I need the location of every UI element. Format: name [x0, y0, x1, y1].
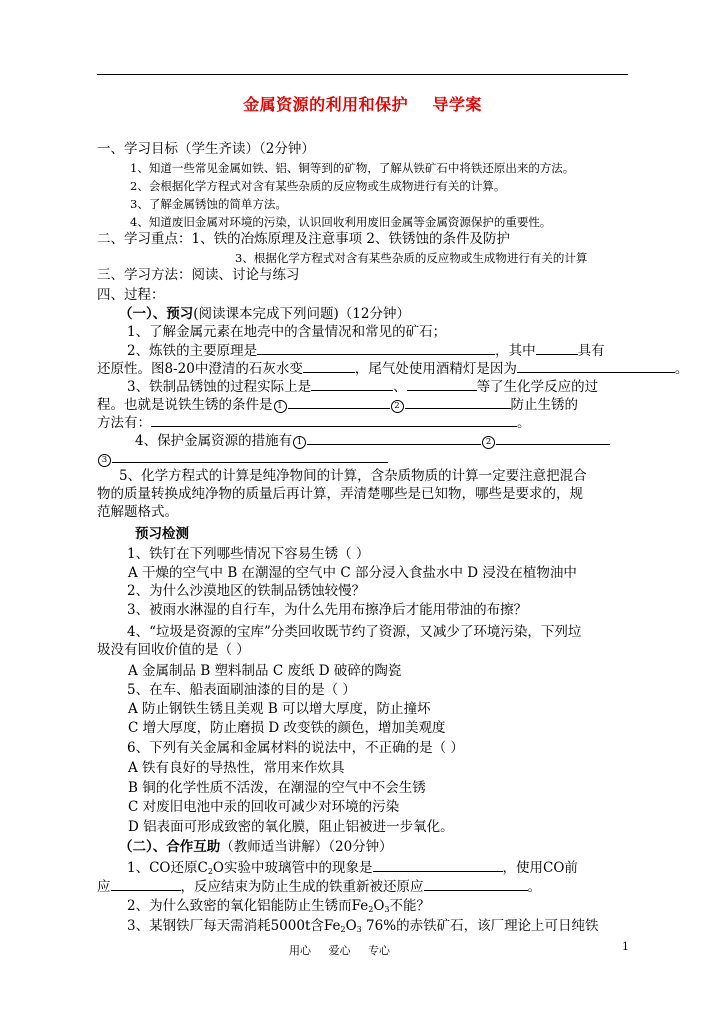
check-q2: 2、为什么沙漠地区的铁制品锈蚀较慢？: [127, 583, 366, 599]
coop-q2: [127, 897, 430, 919]
check-q5-options-ab: A 防止钢铁生锈且美观 B 可以增大厚度，防止撞坏: [128, 701, 431, 717]
check-q3: 3、被雨水淋湿的自行车，为什么先用布擦净后才能用带油的布擦？: [127, 602, 528, 618]
subscript: 2: [340, 925, 346, 934]
blank-field[interactable]: [517, 359, 675, 373]
check-q5-options-cd: C 增大厚度，防止磨损 D 改变铁的颜色，增加美观度: [128, 720, 446, 736]
coop-heading-rest: （教师适当讲解）（20分钟）: [220, 839, 393, 855]
check-q6-option-d: D 铝表面可形成致密的氧化膜，阻止铝被进一步氧化。: [128, 819, 454, 835]
blank-field[interactable]: [373, 858, 503, 872]
preview-q2-text: 。: [674, 361, 689, 377]
coop-q1-text: O实验中玻璃管中的现象是: [212, 860, 373, 876]
preview-q3-text: 程。也就是说铁生锈的条件是: [97, 397, 273, 413]
coop-q3-text: 3、某钢铁厂每天需消耗5000t含Fe: [127, 918, 341, 934]
blank-field[interactable]: [496, 431, 610, 445]
coop-q2-text: O: [373, 898, 385, 914]
blank-field[interactable]: [405, 395, 511, 409]
preview-q4-line1: [135, 431, 610, 450]
preview-q4-line2: [97, 449, 388, 468]
coop-q1-text: 1、CO还原C: [127, 860, 208, 876]
blank-field[interactable]: [303, 359, 355, 373]
check-q4-line2: 圾没有回收价值的是（ ）: [97, 642, 250, 658]
subscript: 2: [207, 867, 213, 876]
section-2-heading: 二、学习重点：1、铁的冶炼原理及注意事项 2、铁锈蚀的条件及防护: [97, 231, 510, 247]
blank-field[interactable]: [112, 449, 388, 463]
circled-number: 3: [98, 454, 111, 467]
coop-heading: [119, 838, 393, 856]
check-heading: 预习检测: [135, 526, 189, 542]
preview-q3-line2: [97, 395, 578, 414]
check-q4-line1: 4、“垃圾是资源的宝库”分类回收既节约了资源，又减少了环境污染，下列垃: [127, 624, 582, 640]
blank-field[interactable]: [311, 377, 393, 391]
blank-field[interactable]: [111, 877, 181, 891]
preview-q4-text: 4、保护金属资源的措施有: [135, 433, 293, 449]
preview-q2-text: 还原性。图8-20中澄清的石灰水变: [97, 361, 303, 377]
blank-field[interactable]: [424, 877, 528, 891]
coop-q1-line2: [97, 877, 541, 896]
top-rule: [97, 74, 628, 75]
subscript: 3: [384, 905, 390, 914]
check-q1: 1、铁钉在下列哪些情况下容易生锈（ ）: [127, 546, 370, 562]
check-q5: 5、在车、船表面刷油漆的目的是（ ）: [127, 682, 356, 698]
coop-q1-text: 应: [97, 879, 111, 895]
preview-q2-text: 2、炼铁的主要原理是: [127, 343, 258, 359]
coop-q3: [127, 917, 599, 939]
page-number: 1: [622, 940, 629, 953]
preview-q2-line1: [127, 341, 605, 360]
section-1-heading: 一、学习目标（学生齐读）（2分钟）: [97, 141, 315, 157]
coop-q3-text: 76%的赤铁矿石，该厂理论上可日纯铁: [361, 918, 599, 934]
blank-field[interactable]: [288, 395, 390, 409]
preview-q3-text: 、: [393, 379, 407, 395]
blank-field[interactable]: [307, 431, 481, 445]
preview-q5-line3: 范解题格式。: [97, 504, 178, 520]
check-q1-options: A 干燥的空气中 B 在潮湿的空气中 C 部分浸入食盐水中 D 浸没在植物油中: [128, 565, 577, 581]
preview-q3-text: 防止生锈的: [510, 397, 578, 413]
subscript: 3: [356, 925, 362, 934]
check-q4-options: A 金属制品 B 塑料制品 C 废纸 D 破碎的陶瓷: [128, 663, 402, 679]
coop-q1-text: ，反应结束为防止生成的铁重新被还原应: [180, 879, 424, 895]
preview-q2-text: 具有: [577, 343, 605, 359]
preview-q2-text: ，其中: [495, 343, 536, 359]
goal-item: 1、知道一些常见金属如铁、铝、铜等到的矿物，了解从铁矿石中将铁还原出来的方法。: [130, 161, 575, 175]
blank-field[interactable]: [536, 341, 578, 355]
coop-q1-text: 。: [527, 879, 541, 895]
goal-item: 3、了解金属锈蚀的简单方法。: [130, 197, 287, 211]
blank-field[interactable]: [151, 413, 517, 427]
check-q6-option-a: A 铁有良好的导热性，常用来作炊具: [128, 760, 345, 776]
page-footer: 用心 爱心 专心: [289, 944, 390, 957]
goal-item: 4、知道废旧金属对环境的污染，认识回收利用废旧金属等金属资源保护的重要性。: [130, 215, 552, 229]
preview-heading-rest: (阅读课本完成下列问题)（12分钟）: [193, 306, 410, 322]
preview-q3-line3: [97, 413, 531, 432]
check-q6-option-c: C 对废旧电池中汞的回收可减少对环境的污染: [128, 799, 400, 815]
blank-field[interactable]: [257, 341, 495, 355]
preview-q3-text: 等了生化学反应的过: [476, 379, 599, 395]
goal-item: 2、会根据化学方程式对含有某些杂质的反应物或生成物进行有关的计算。: [130, 179, 506, 193]
preview-q3-text: 3、铁制品锈蚀的过程实际上是: [127, 379, 312, 395]
preview-q3-line1: [127, 377, 598, 396]
preview-q2-text: ，尾气处使用酒精灯是因为: [354, 361, 517, 377]
page-title: 金属资源的利用和保护 导学案: [243, 95, 482, 114]
coop-q2-text: 2、为什么致密的氧化铝能防止生锈而Fe: [127, 898, 369, 914]
preview-q3-text: 方法有：: [97, 415, 151, 431]
preview-q2-line2: [97, 359, 688, 378]
subscript: 2: [368, 905, 374, 914]
preview-q5-line1: 5、化学方程式的计算是纯净物间的计算，含杂质物质的计算一定要注意把混合: [119, 468, 587, 484]
preview-q3-text: 。: [517, 415, 531, 431]
coop-q1-text: ，使用CO前: [502, 860, 578, 876]
section-3-heading: 三、学习方法：阅读、讨论与练习: [97, 267, 300, 283]
coop-q2-text: 不能？: [389, 898, 430, 914]
circled-number: 1: [274, 400, 287, 413]
focus-item-3: 3、根据化学方程式对含有某些杂质的反应物或生成物进行有关的计算: [235, 251, 588, 265]
preview-q5-line2: 物的质量转换成纯净物的质量后再计算，弄清楚哪些是已知物，哪些是要求的，规: [97, 486, 583, 502]
preview-heading-bold: （一）、预习: [119, 306, 194, 322]
blank-field[interactable]: [407, 377, 477, 391]
circled-number: 2: [482, 436, 495, 449]
section-4-heading: 四、过程：: [97, 287, 165, 303]
circled-number: 1: [293, 436, 306, 449]
preview-q1: 1、了解金属元素在地壳中的含量情况和常见的矿石；: [127, 324, 447, 340]
coop-heading-bold: （二）、合作互助: [119, 839, 221, 855]
check-q6-option-b: B 铜的化学性质不活泼，在潮湿的空气中不会生锈: [128, 780, 426, 796]
coop-q3-text: O: [345, 918, 357, 934]
circled-number: 2: [391, 400, 404, 413]
check-q6: 6、下列有关金属和金属材料的说法中，不正确的是（ ）: [127, 740, 464, 756]
preview-heading: [119, 305, 410, 323]
